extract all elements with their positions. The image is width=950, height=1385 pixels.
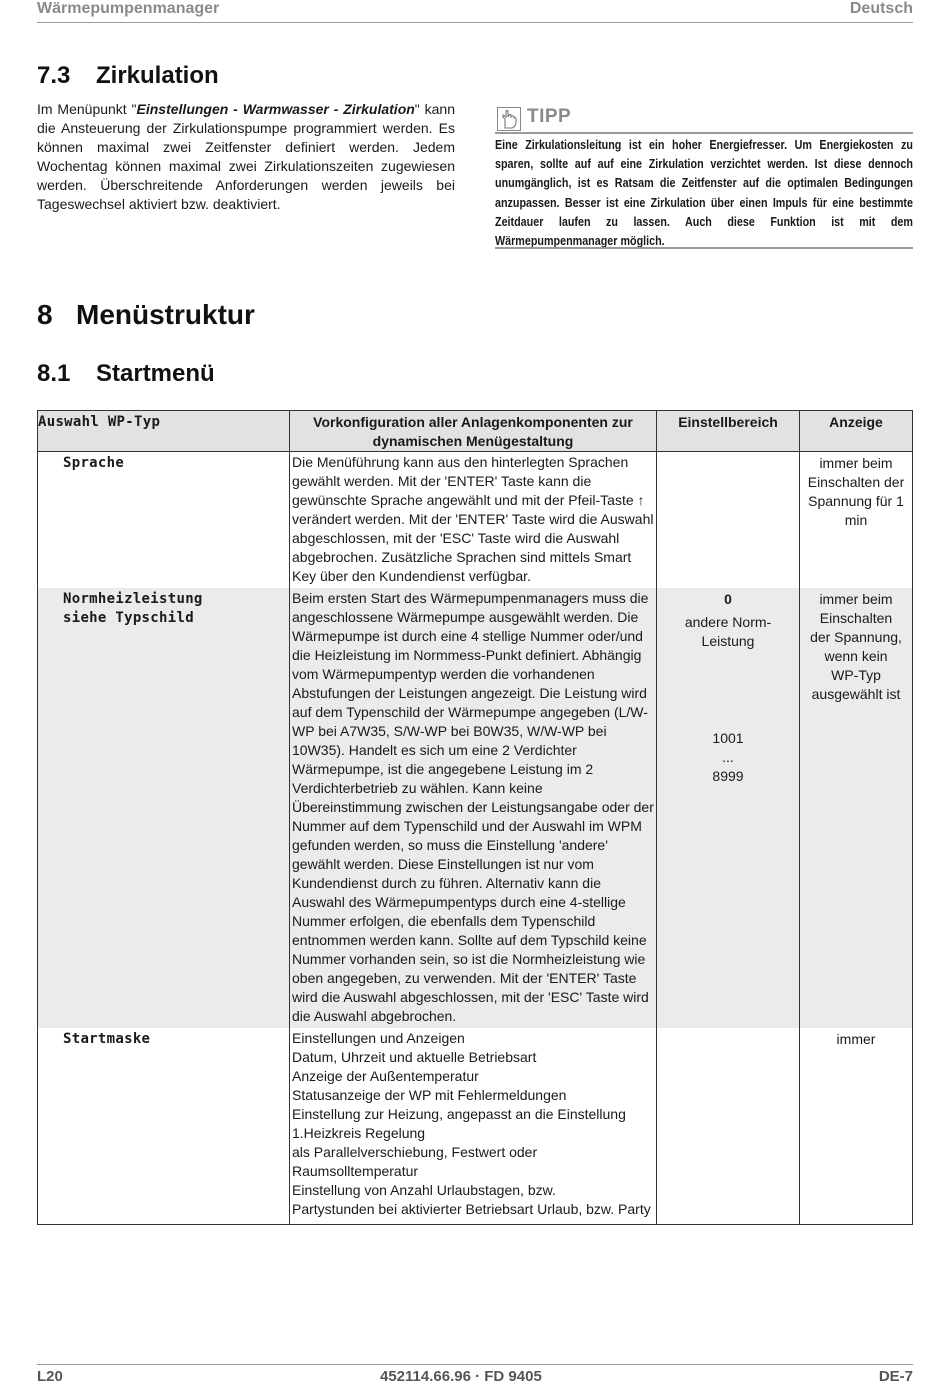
section-number: 8.1 xyxy=(37,360,71,387)
section-7-3-heading xyxy=(37,62,219,90)
table-header-row xyxy=(38,411,913,452)
description-cell: Die Menüführung kann aus den hinterlegten Sprachen gewählt werden. Mit der 'ENTER' Taste kann die gewünschte Sprache angewählt und mit der Pfeil-Taste ↑ verändert werden. Mit der 'ENTER' Taste wird die Auswahl abgeschlossen, mit der 'ESC' Taste wird die Auswahl abgebrochen. Zusätzliche Sprachen sind mittels Smart Key über den Kundendienst verfügbar. xyxy=(290,452,657,589)
range-cell xyxy=(657,588,800,1028)
tip-text: Eine Zirkulationsleitung ist ein hoher Energiefresser. Um Energiekosten zu sparen, sollte auf auf eine Zirkulation verzichtet werden. Ist diese dennoch unumgänglich, ist es Ratsam die Zeitfenster auf die optimalen Bedingungen anzupassen. Besser ist eine Zirkulation über einen Impuls für eine bestimmte Zeitdauer laufen zu lassen. Auch diese Funktion ist mit dem Wärmepumpenmanager möglich. xyxy=(495,138,913,249)
footer-right: DE-7 xyxy=(878,1368,913,1385)
header-description: Vorkonfiguration aller Anlagenkomponenten zur dynamischen Menügestaltung xyxy=(290,411,657,452)
intro-text: " kann die Ansteuerung der Zirkulationspumpe programmiert werden. Es können maximal zwei Zeitfenster definiert werden. Jedem Wochentag können maximal zwei Zirkulationszeiten zugewiesen werden. Überschreitende Anforderungen werden jeweils bei Tageswechsel aktiviert bzw. deaktiviert. xyxy=(37,101,455,212)
header-title: Wärmepumpenmanager xyxy=(37,0,220,17)
section-7-3-intro xyxy=(37,100,455,214)
section-number: 7.3 xyxy=(37,62,71,89)
range-cell xyxy=(657,1028,800,1225)
footer-left: L20 xyxy=(37,1368,63,1385)
table-row xyxy=(38,1028,913,1225)
section-title: Zirkulation xyxy=(96,62,219,89)
menu-item-label: Sprache xyxy=(63,455,125,471)
tip-box xyxy=(495,104,913,251)
range-value: 0 xyxy=(724,591,732,607)
menu-item-cell xyxy=(38,588,290,1028)
section-8-1-heading xyxy=(37,360,215,388)
tip-bottom-rule xyxy=(495,247,913,249)
section-number: 8 xyxy=(37,299,53,330)
page-footer xyxy=(37,1364,913,1384)
menu-item-cell xyxy=(38,452,290,589)
range-value: andere Norm-Leistung xyxy=(684,614,772,649)
header-menu-item: Auswahl WP-Typ xyxy=(38,411,290,452)
table-row xyxy=(38,588,913,1028)
range-cell xyxy=(657,452,800,589)
header-display: Anzeige xyxy=(800,411,913,452)
display-cell: immer beim Einschalten der Spannung für 1 min xyxy=(807,455,905,528)
range-value: 8999 xyxy=(712,768,744,784)
footer-center: 452114.66.96 · FD 9405 xyxy=(380,1368,542,1385)
section-title: Startmenü xyxy=(96,360,215,387)
menu-item-cell xyxy=(38,1028,290,1225)
start-menu-table xyxy=(37,410,913,1225)
hand-pointing-icon xyxy=(497,107,521,131)
menu-item-label: Normheizleistung xyxy=(63,591,203,607)
table-row xyxy=(38,452,913,589)
display-cell: immer xyxy=(836,1031,876,1047)
header-range: Einstellbereich xyxy=(657,411,800,452)
description-cell: Beim ersten Start des Wärmepumpenmanagers muss die angeschlossene Wärmepumpe ausgewählt werden. Die Wärmepumpe ist durch eine 4 stellige Nummer oder/und die Heizleistung im Normmess-Punkt definiert. Abhängig vom Wärmepumpentyp werden die vorhandenen Abstufungen der Leistungen angezeigt. Die Leistung wird auf dem Typenschild der Wärmepumpe angegeben (L/W-WP bei A7W35, S/W-WP bei B0W35, W/W-WP bei 10W35). Handelt es sich um eine 2 Verdichter Wärmepumpe, ist die angegebene Leistung im 2 Verdichterbetrieb zu wählen. Kann keine Übereinstimmung zwischen der Leistungsangabe oder der Nummer auf dem Typenschild und der Auswahl im WPM gefunden werden, so muss die Einstellung 'andere' gewählt werden. Diese Einstellungen ist nur vom Kundendienst durch zu führen. Alternativ kann die Auswahl des Wärmepumpentyps durch eine 4-stellige Nummer erfolgen, die ebenfalls dem Typenschild entnommen werden kann. Sollte auf dem Typschild keine Nummer vorhanden sein, so ist die Normheizleistung wie oben angegeben, zu verwenden. Mit der 'ENTER' Taste wird die Auswahl abgeschlossen, mit der 'ESC' Taste wird die Auswahl abgebrochen. xyxy=(290,588,657,1028)
section-title: Menüstruktur xyxy=(76,299,255,330)
range-value: ... xyxy=(722,749,734,765)
tip-label: TIPP xyxy=(527,106,572,127)
display-cell: immer beim Einschalten der Spannung, wenn kein WP-Typ ausgewählt ist xyxy=(800,588,913,1028)
menu-path: Einstellungen - Warmwasser - Zirkulation xyxy=(136,101,415,117)
intro-prefix: Im Menüpunkt " xyxy=(37,101,137,117)
menu-item-sublabel: siehe Typschild xyxy=(63,610,194,626)
menu-item-label: Startmaske xyxy=(63,1031,151,1047)
page-header xyxy=(37,0,913,23)
range-value: 1001 xyxy=(712,730,744,746)
tip-header xyxy=(495,104,913,132)
header-language: Deutsch xyxy=(849,0,913,17)
description-cell: Einstellungen und Anzeigen Datum, Uhrzeit und aktuelle Betriebsart Anzeige der Außentemperatur Statusanzeige der WP mit Fehlermeldungen Einstellung zur Heizung, angepasst an die Einstellung 1.Heizkreis Regelung als Parallelverschiebung, Festwert oder Raumsolltemperatur Einstellung von Anzahl Urlaubstagen, bzw. Partystunden bei aktivierter Betriebsart Urlaub, bzw. Party xyxy=(290,1028,657,1225)
section-8-heading xyxy=(37,299,255,331)
